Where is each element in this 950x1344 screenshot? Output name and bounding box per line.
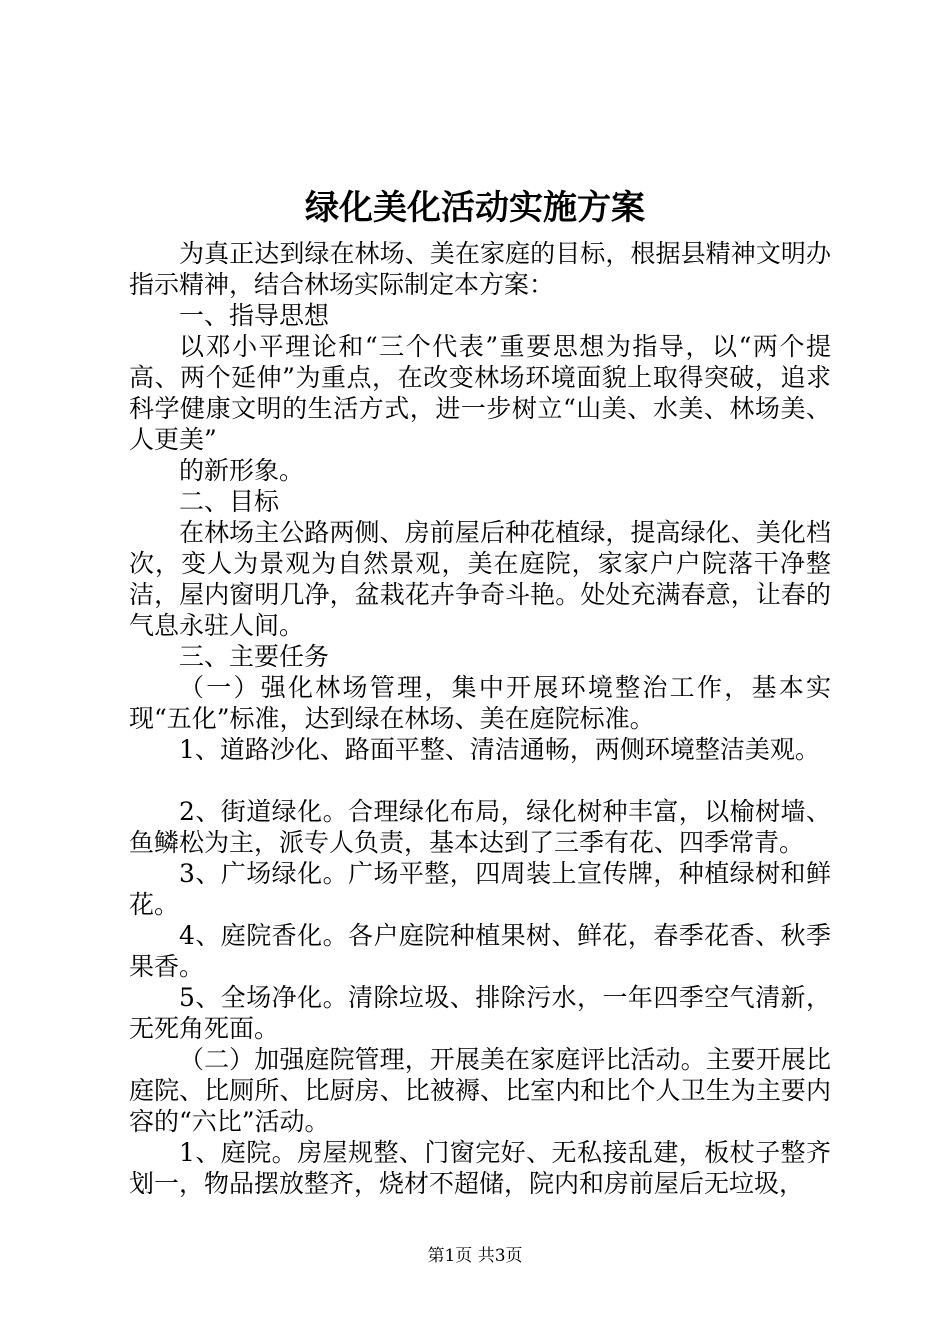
paragraph-new-image: 的新形象。 [179, 456, 305, 485]
page-footer: 第1页 共3页 [427, 1246, 523, 1266]
document-title: 绿化美化活动实施方案 [305, 188, 645, 228]
paragraph-item-courtyard: 4、庭院香化。各户庭院种植果树、鲜花，春季花香、秋季果香。 [129, 921, 831, 981]
paragraph-task-one: （一）强化林场管理，集中开展环境整治工作，基本实现“五化”标准，达到绿在林场、美在庭院标准。 [129, 673, 831, 733]
document-body [129, 238, 831, 1199]
paragraph-item-square: 3、广场绿化。广场平整，四周装上宣传牌，种植绿树和鲜花。 [129, 859, 831, 919]
paragraph-goal: 在林场主公路两侧、房前屋后种花植绿，提高绿化、美化档次，变人为景观为自然景观，美在庭院，家家户户院落干净整洁，屋内窗明几净，盆栽花卉争奇斗艳。处处充满春意，让春的气息永驻人间。 [129, 518, 831, 640]
section-heading-guiding-thought: 一、指导思想 [179, 301, 330, 330]
paragraph-item-street: 2、街道绿化。合理绿化布局，绿化树种丰富，以榆树墙、鱼鳞松为主，派专人负责，基本达到了三季有花、四季常青。 [129, 797, 831, 857]
paragraph-intro: 为真正达到绿在林场、美在家庭的目标，根据县精神文明办指示精神，结合林场实际制定本方案： [129, 239, 831, 299]
blank-line [129, 765, 831, 796]
paragraph-item-yard: 1、庭院。房屋规整、门窗完好、无私接乱建，板杖子整齐划一，物品摆放整齐，烧材不超储，院内和房前屋后无垃圾， [129, 1138, 831, 1198]
paragraph-guiding-thought: 以邓小平理论和“三个代表”重要思想为指导，以“两个提高、两个延伸”为重点，在改变林场环境面貌上取得突破，追求科学健康文明的生活方式，进一步树立“山美、水美、林场美、人更美” [129, 332, 831, 454]
paragraph-task-two: （二）加强庭院管理，开展美在家庭评比活动。主要开展比庭院、比厕所、比厨房、比被褥、比室内和比个人卫生为主要内容的“六比”活动。 [129, 1045, 831, 1136]
section-heading-goal: 二、目标 [179, 487, 280, 516]
section-heading-tasks: 三、主要任务 [179, 642, 330, 671]
paragraph-item-road: 1、道路沙化、路面平整、清洁通畅，两侧环境整洁美观。 [179, 735, 820, 764]
paragraph-item-cleaning: 5、全场净化。清除垃圾、排除污水，一年四季空气清新，无死角死面。 [129, 983, 831, 1043]
